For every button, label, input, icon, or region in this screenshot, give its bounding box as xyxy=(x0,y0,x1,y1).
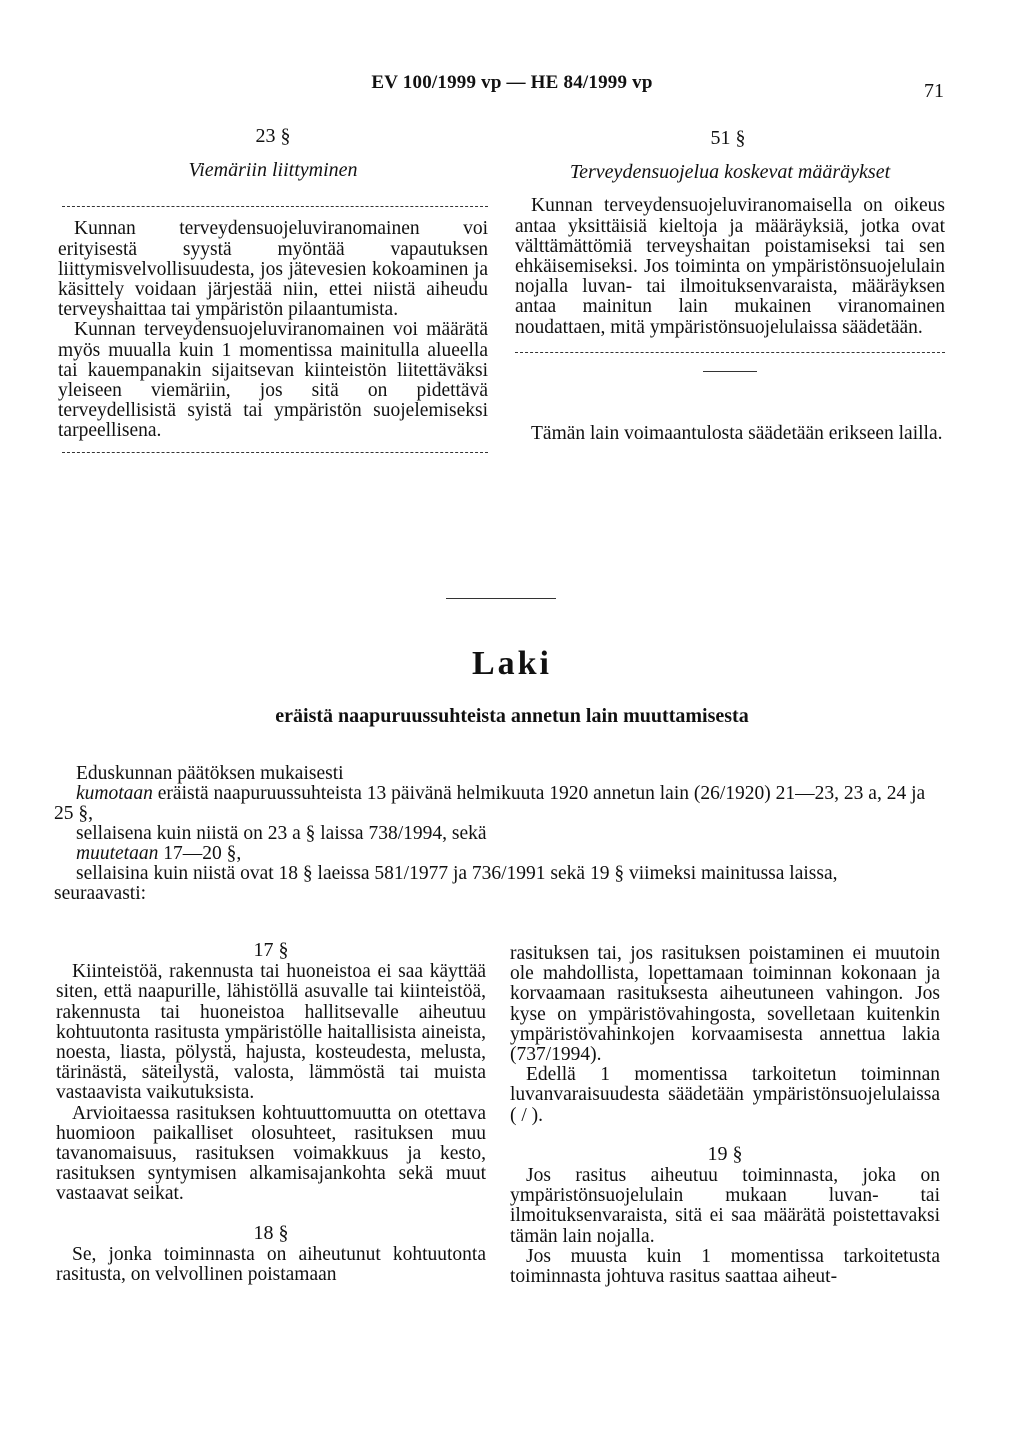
intro-kumotaan: kumotaan xyxy=(76,783,153,804)
separator-rule xyxy=(446,598,556,599)
paragraph: Tämän lain voimaantulosta säädetään erikseen lailla. xyxy=(531,422,943,444)
paragraph: Jos muusta kuin 1 momentissa tarkoitetusta toiminnasta johtuva rasitus saattaa aiheut- xyxy=(510,1245,940,1288)
intro-line: eräistä naapuruussuhteista 13 päivänä helmikuuta 1920 annetun lain (26/1920) 21—23, 23 a, 24 ja 25 §, xyxy=(54,783,926,824)
law-subtitle: eräistä naapuruussuhteista annetun lain muuttamisesta xyxy=(275,705,749,727)
paragraph: Kunnan terveydensuojeluviranomainen voi määrätä myös muualla kuin 1 momentissa mainitulla alueella tai kauempanakin sijaitsevan kiinteistön liitettäväksi yleiseen viemäriin, jos sitä on pidettävä terveydellisistä syistä tai ympäristön suojelemiseksi tarpeellisena. xyxy=(58,319,488,442)
paragraph: Se, jonka toiminnasta on aiheutunut kohtuutonta rasitusta, on velvollinen poistamaan xyxy=(56,1243,486,1286)
paragraph: Edellä 1 momentissa tarkoitetun toiminnan luvanvaraisuudesta säädetään ympäristönsuojelulaissa ( / ). xyxy=(510,1064,940,1126)
intro-line: sellaisina kuin niistä ovat 18 § laeissa 581/1977 ja 736/1991 sekä 19 § viimeksi mainitussa laissa, seuraavasti: xyxy=(54,863,838,904)
omission-dashes xyxy=(62,452,488,453)
right-column-top xyxy=(515,128,945,444)
paragraph: Kunnan terveydensuojeluviranomaisella on oikeus antaa yksittäisiä kieltoja ja määräyksiä, jotka ovat välttämättömiä terveyshaitan poistamiseksi tai sen ehkäisemiseksi. Jos toiminta on ympäristönsuojelulain nojalla luvan- tai ilmoituksenvaraista, määräyksen antaa mainitun lain mukainen viranomainen noudattaen, mitä ympäristönsuojelulaissa säädetään. xyxy=(515,195,945,338)
omission-dashes xyxy=(62,206,488,207)
enacting-clause xyxy=(54,764,934,904)
section-heading-51: 51 § xyxy=(710,127,746,149)
intro-line: Eduskunnan päätöksen mukaisesti xyxy=(76,763,344,784)
left-column-top xyxy=(58,126,488,453)
paragraph: Kunnan terveydensuojeluviranomainen voi erityisestä syystä myöntää vapautuksen liittymisvelvollisuudesta, jos jätevesien kokoaminen ja käsittely voidaan järjestää niin, ettei niistä aiheudu terveyshaittaa tai ympäristön pilaantumista. xyxy=(58,218,488,321)
right-column-bottom xyxy=(510,944,940,1287)
paragraph: Arvioitaessa rasituksen kohtuuttomuutta on otettava huomioon paikalliset olosuhteet, rasituksen muu tavanomaisuus, rasituksen voimakkuus ja kesto, rasituksen syntymisen alkamisajankohta sekä muut vastaavat seikat. xyxy=(56,1102,486,1205)
section-heading-23: 23 § xyxy=(255,125,291,147)
paragraph: Kiinteistöä, rakennusta tai huoneistoa ei saa käyttää siten, että naapurille, lähistöllä asuvalle tai kiinteistöä, rakennusta tai huoneistoa hallitsevalle aiheutuu kohtuutonta rasitusta ympäristölle haitallisista aineista, noesta, liasta, pölystä, hajusta, kosteudesta, melusta, tärinästä, säteilystä, valosta, lämmöstä tai muista vastaavista vaikutuksista. xyxy=(56,961,486,1104)
end-rule xyxy=(703,371,757,372)
section-heading-17: 17 § xyxy=(253,939,289,961)
section-title-23: Viemäriin liittyminen xyxy=(188,159,358,182)
page-number: 71 xyxy=(924,80,944,102)
intro-line: 17—20 §, xyxy=(158,843,242,864)
paragraph: Jos rasitus aiheutuu toiminnasta, joka on ympäristönsuojelulain mukaan luvan- tai ilmoituksenvaraista, sitä ei saa määrätä poistettavaksi tämän lain nojalla. xyxy=(510,1165,940,1247)
running-header: EV 100/1999 vp — HE 84/1999 vp xyxy=(371,72,653,93)
section-heading-18: 18 § xyxy=(253,1221,289,1244)
section-heading-19: 19 § xyxy=(707,1142,743,1165)
section-title-51: Terveydensuojelua koskevat määräykset xyxy=(569,161,891,184)
intro-muutetaan: muutetaan xyxy=(76,843,159,864)
intro-line: sellaisena kuin niistä on 23 a § laissa 738/1994, sekä xyxy=(76,823,487,844)
omission-dashes xyxy=(515,352,945,353)
law-title: Laki xyxy=(471,645,553,682)
left-column-bottom xyxy=(56,940,486,1285)
paragraph: rasituksen tai, jos rasituksen poistaminen ei muutoin ole mahdollista, lopettamaan toiminnan kokonaan ja korvaamaan rasituksesta aiheutuneen vahingon. Jos kyse on ympäristövahingosta, sovelletaan kuitenkin ympäristövahinkojen korvaamisesta annettua lakia (737/1994). xyxy=(510,943,940,1066)
